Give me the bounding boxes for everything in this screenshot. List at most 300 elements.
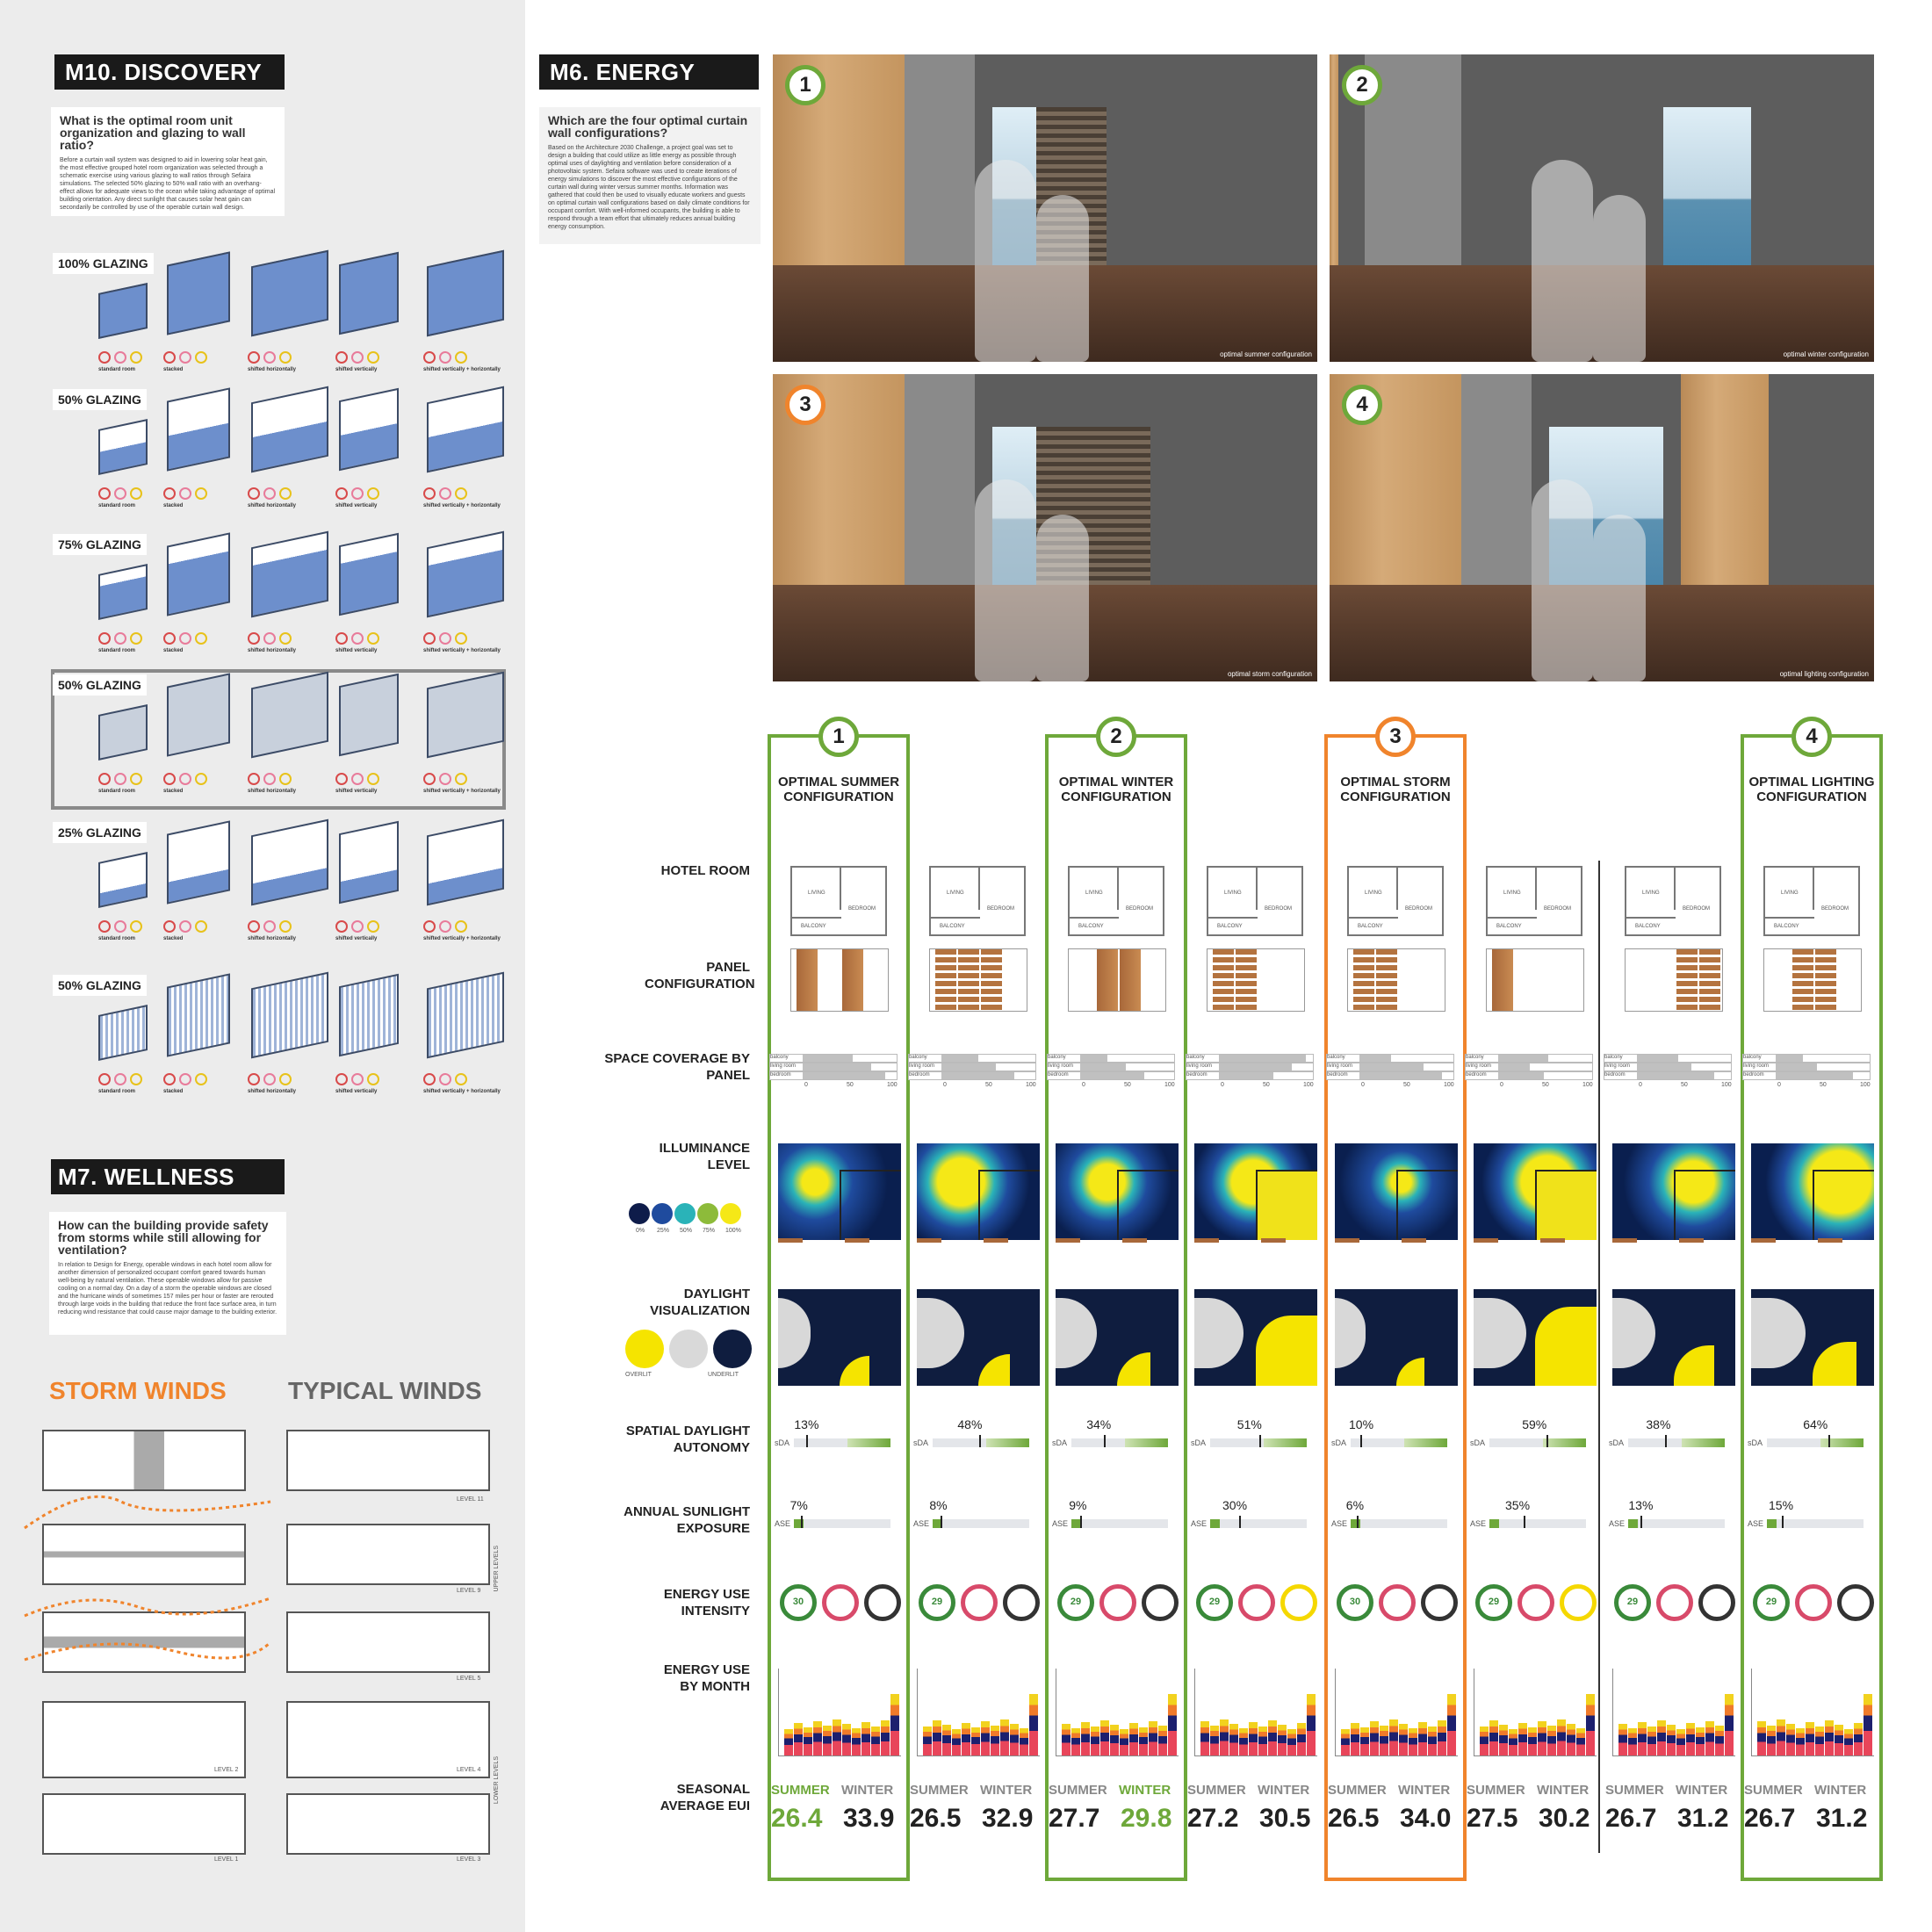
coverage-row-label: balcony: [1327, 1055, 1345, 1060]
panel-configuration: [1068, 948, 1166, 1012]
space-coverage-chart: [1465, 1054, 1593, 1089]
panel-indicator: [1402, 1238, 1426, 1243]
plan-label-bedroom: BEDROOM: [1821, 906, 1849, 912]
eui-ring: [1099, 1584, 1136, 1621]
coverage-bar: [1776, 1063, 1817, 1071]
month-bar: [890, 1694, 899, 1755]
wood-panel-strip: [981, 949, 1002, 1011]
month-bar: [1586, 1694, 1595, 1755]
legend-label-100: 100%: [725, 1228, 741, 1234]
plan-partition: [1396, 868, 1398, 910]
eui-mini-icon: [263, 632, 276, 645]
eui-ring: [1614, 1584, 1651, 1621]
massing-type-label: standard room: [98, 648, 136, 653]
massing-type-label: stacked: [163, 503, 184, 508]
month-bar: [1854, 1723, 1863, 1755]
hotel-room-plan: [929, 866, 1026, 936]
plan-label-balcony: BALCONY: [1217, 924, 1243, 929]
coverage-tick: 50: [985, 1082, 992, 1088]
month-bar: [1341, 1729, 1350, 1755]
bedroom-outline: [1256, 1170, 1317, 1240]
eui-ring: [1337, 1584, 1373, 1621]
coverage-row-label: living room: [1186, 1063, 1213, 1069]
coverage-bar: [1080, 1055, 1107, 1062]
panel-indicator: [1612, 1238, 1637, 1243]
summer-eui: 26.7: [1605, 1804, 1657, 1833]
winter-label: WINTER: [1537, 1783, 1590, 1798]
month-bar: [1777, 1719, 1785, 1755]
summer-label: SUMMER: [1467, 1783, 1525, 1798]
eui-mini-icon: [114, 632, 126, 645]
m7-question-box: [49, 1212, 286, 1335]
coverage-row-label: balcony: [1743, 1055, 1762, 1060]
eui-mini-icon: [423, 1073, 436, 1085]
month-bar: [1725, 1694, 1734, 1755]
coverage-row-label: balcony: [1048, 1055, 1066, 1060]
month-bar: [1389, 1719, 1398, 1755]
eui-mini-icon: [163, 487, 176, 500]
coverage-tick: 100: [1582, 1082, 1593, 1088]
coverage-bar: [1359, 1072, 1442, 1079]
sda-axis-label: sDA: [775, 1438, 790, 1447]
eui-mini-icon: [163, 632, 176, 645]
ase-value: 30%: [1222, 1498, 1248, 1512]
massing-cube: [339, 974, 399, 1056]
summer-eui: 27.5: [1467, 1804, 1518, 1833]
month-bar: [1297, 1723, 1306, 1755]
month-bar: [1806, 1722, 1814, 1755]
eui-mini-icon: [195, 920, 207, 933]
eui-mini-icon: [367, 351, 379, 364]
eui-mini-icon: [367, 487, 379, 500]
plan-partition: [1626, 917, 1676, 919]
panel-configuration: [1207, 948, 1305, 1012]
eui-mini-icon: [351, 920, 364, 933]
glazing-row-label: 50% GLAZING: [53, 674, 147, 696]
bedroom-outline: [1535, 1170, 1597, 1240]
eui-mini-icon: [367, 773, 379, 785]
eui-ring: [1238, 1584, 1275, 1621]
month-bar: [1676, 1729, 1685, 1755]
sda-value: 13%: [794, 1417, 819, 1431]
figure-silhouette: [1593, 515, 1646, 681]
row-label-eui: ENERGY USE INTENSITY: [663, 1587, 750, 1618]
eui-mini-icon: [98, 487, 111, 500]
neutral-zone: [1056, 1298, 1097, 1368]
coverage-bar: [1498, 1072, 1544, 1079]
month-bar: [813, 1721, 822, 1755]
plan-partition: [1488, 917, 1537, 919]
plan-partition: [1070, 917, 1119, 919]
massing-type-label: shifted vertically + horizontally: [423, 367, 501, 372]
month-bar: [784, 1729, 793, 1755]
month-bar: [871, 1727, 880, 1755]
wood-panel-strip: [1699, 949, 1720, 1011]
ase-marker: [1239, 1516, 1241, 1528]
month-bar: [1380, 1726, 1388, 1755]
sda-target-zone: [1682, 1438, 1726, 1447]
ase-value: 15%: [1769, 1498, 1794, 1512]
massing-type-label: standard room: [98, 789, 136, 794]
typical-winds-label: TYPICAL WINDS: [288, 1377, 482, 1404]
month-bar: [1480, 1727, 1489, 1755]
space-coverage-chart: [1326, 1054, 1454, 1089]
eui-mini-icon: [351, 1073, 364, 1085]
coverage-bar: [803, 1072, 885, 1079]
massing-type-label: shifted vertically + horizontally: [423, 503, 501, 508]
storm-wind-arrows: [16, 1449, 279, 1677]
coverage-bar: [1219, 1055, 1306, 1062]
panel-indicator: [984, 1238, 1008, 1243]
eui-ring: [1379, 1584, 1416, 1621]
summer-label: SUMMER: [1328, 1783, 1387, 1798]
overlit-zone: [1535, 1307, 1597, 1386]
rendering-caption: optimal winter configuration: [1783, 350, 1869, 358]
month-bar: [852, 1728, 861, 1755]
ase-axis-label: ASE: [1470, 1519, 1487, 1528]
month-bar: [1287, 1729, 1296, 1755]
panel-configuration: [1763, 948, 1862, 1012]
sda-value: 10%: [1349, 1417, 1374, 1431]
eui-mini-icon: [279, 773, 292, 785]
ase-marker: [1640, 1516, 1642, 1528]
ase-marker: [1357, 1516, 1359, 1528]
row-label-month: ENERGY USE BY MONTH: [663, 1662, 750, 1694]
sda-marker: [979, 1435, 981, 1447]
level-9-label: LEVEL 9: [457, 1588, 481, 1594]
coverage-tick: 0: [1221, 1082, 1224, 1088]
eui-ring: [1057, 1584, 1094, 1621]
winter-label: WINTER: [1258, 1783, 1310, 1798]
plan-label-balcony: BALCONY: [1496, 924, 1522, 929]
ase-target-zone: [1351, 1519, 1360, 1528]
eui-value: 29: [1070, 1597, 1082, 1607]
eui-mini-icon: [195, 773, 207, 785]
sda-target-zone: [1820, 1438, 1864, 1447]
monthly-energy-chart: [1056, 1669, 1179, 1756]
month-bar: [923, 1727, 932, 1755]
eui-mini-icon: [335, 773, 348, 785]
month-bar: [1370, 1721, 1379, 1755]
eui-mini-icon: [163, 351, 176, 364]
eui-value: 29: [1208, 1597, 1221, 1607]
plan-label-living: LIVING: [808, 890, 825, 896]
winter-eui: 29.8: [1121, 1804, 1172, 1833]
legend-50: [674, 1203, 696, 1224]
month-bar: [1268, 1720, 1277, 1755]
level-11-label: LEVEL 11: [457, 1496, 484, 1503]
column-divider: [1598, 861, 1600, 1853]
ase-value: 8%: [929, 1498, 948, 1512]
massing-cube: [251, 386, 328, 473]
figure-silhouette: [1593, 195, 1646, 362]
massing-type-label: shifted vertically: [335, 936, 378, 941]
month-bar: [804, 1727, 812, 1755]
month-bar: [991, 1726, 999, 1755]
massing-cube: [427, 250, 504, 337]
coverage-row-label: living room: [1466, 1063, 1492, 1069]
eui-mini-icon: [130, 1073, 142, 1085]
daylight-map: [1056, 1289, 1179, 1386]
eui-value: 29: [931, 1597, 943, 1607]
overlit-zone: [978, 1354, 1010, 1386]
eui-ring: [780, 1584, 817, 1621]
plan-partition: [1674, 868, 1676, 910]
level-3-label: LEVEL 3: [457, 1856, 481, 1863]
figure-silhouette: [975, 479, 1036, 681]
coverage-bar: [1637, 1063, 1691, 1071]
overlit-zone: [1256, 1316, 1317, 1386]
sda-target-zone: [1264, 1438, 1308, 1447]
sda-bar: [1071, 1438, 1168, 1447]
illuminance-map: [1474, 1143, 1597, 1240]
plan-label-balcony: BALCONY: [1078, 924, 1104, 929]
ase-marker: [941, 1516, 942, 1528]
sda-bar: [933, 1438, 1029, 1447]
sda-value: 38%: [1646, 1417, 1671, 1431]
illuminance-map: [1056, 1143, 1179, 1240]
coverage-bar: [1637, 1072, 1714, 1079]
massing-cube: [167, 251, 230, 335]
plan-partition: [1208, 917, 1258, 919]
sda-bar: [1210, 1438, 1307, 1447]
wood-panel-strip: [842, 949, 863, 1011]
coverage-bar: [1080, 1063, 1126, 1071]
eui-mini-icon: [455, 351, 467, 364]
eui-mini-icon: [114, 351, 126, 364]
month-bar: [1351, 1723, 1359, 1755]
massing-type-label: standard room: [98, 936, 136, 941]
monthly-energy-chart: [917, 1669, 1040, 1756]
coverage-bar: [941, 1055, 978, 1062]
eui-mini-icon: [263, 487, 276, 500]
eui-value: 30: [792, 1597, 804, 1607]
wood-panel-strip: [1353, 949, 1374, 1011]
eui-mini-icon: [98, 1073, 111, 1085]
rendering-caption: optimal storm configuration: [1227, 670, 1312, 678]
sda-target-zone: [1543, 1438, 1587, 1447]
space-coverage-chart: [1047, 1054, 1175, 1089]
month-bar: [1547, 1726, 1556, 1755]
eui-mini-icon: [335, 1073, 348, 1085]
coverage-bar: [1776, 1055, 1803, 1062]
neutral-zone: [1474, 1298, 1526, 1368]
month-bar: [1399, 1724, 1408, 1755]
legend-0: [629, 1203, 650, 1224]
coverage-track: [1047, 1054, 1175, 1063]
summer-eui: 26.5: [910, 1804, 962, 1833]
sda-value: 51%: [1236, 1417, 1262, 1431]
eui-mini-icon: [98, 920, 111, 933]
massing-cube: [98, 1005, 148, 1061]
ase-value: 35%: [1505, 1498, 1531, 1512]
coverage-row-label: living room: [1743, 1063, 1770, 1069]
month-bar: [1438, 1720, 1446, 1755]
daylight-map: [778, 1289, 901, 1386]
winter-eui: 31.2: [1816, 1804, 1868, 1833]
daylight-map: [1194, 1289, 1317, 1386]
eui-mini-icon: [279, 351, 292, 364]
massing-cube: [339, 674, 399, 756]
eui-mini-icon: [179, 351, 191, 364]
ase-target-zone: [1489, 1519, 1499, 1528]
massing-type-label: stacked: [163, 1089, 184, 1094]
massing-type-label: shifted horizontally: [248, 503, 297, 508]
eui-mini-icon: [367, 1073, 379, 1085]
winter-eui: 31.2: [1677, 1804, 1729, 1833]
month-bar: [1686, 1723, 1695, 1755]
month-bar: [1129, 1723, 1138, 1755]
monthly-energy-chart: [778, 1669, 901, 1756]
plan-partition: [1256, 868, 1258, 910]
month-bar: [1647, 1727, 1656, 1755]
panel-indicator: [778, 1238, 803, 1243]
coverage-row-label: bedroom: [1743, 1072, 1764, 1078]
upper-levels-label: UPPER LEVELS: [494, 1546, 500, 1592]
plan-label-bedroom: BEDROOM: [1126, 906, 1154, 912]
legend-100: [720, 1203, 741, 1224]
sda-marker: [1360, 1435, 1362, 1447]
month-bar: [1628, 1728, 1637, 1755]
coverage-bar: [803, 1063, 871, 1071]
month-bar: [1844, 1729, 1853, 1755]
configuration-number-badge: 1: [785, 65, 825, 105]
sda-marker: [806, 1435, 808, 1447]
plan-partition: [1535, 868, 1537, 910]
sda-bar: [794, 1438, 890, 1447]
month-bar: [1538, 1721, 1546, 1755]
month-bar: [1757, 1721, 1766, 1755]
plan-partition: [1349, 917, 1398, 919]
month-bar: [933, 1720, 941, 1755]
coverage-row-label: living room: [770, 1063, 797, 1069]
coverage-tick: 50: [1263, 1082, 1270, 1088]
figure-silhouette: [1532, 160, 1593, 362]
monthly-energy-chart: [1194, 1669, 1317, 1756]
eui-mini-icon: [455, 920, 467, 933]
eui-ring: [1142, 1584, 1179, 1621]
eui-mini-icon: [179, 487, 191, 500]
massing-type-label: standard room: [98, 1089, 136, 1094]
hotel-room-plan: [1207, 866, 1303, 936]
eui-ring: [822, 1584, 859, 1621]
month-bar: [1360, 1727, 1369, 1755]
sda-axis-label: sDA: [913, 1438, 929, 1447]
summer-eui: 26.7: [1744, 1804, 1796, 1833]
eui-mini-icon: [248, 920, 260, 933]
eui-mini-icon: [248, 1073, 260, 1085]
neutral-zone: [778, 1298, 811, 1368]
massing-type-label: shifted vertically + horizontally: [423, 936, 501, 941]
eui-mini-icon: [130, 920, 142, 933]
space-coverage-chart: [1604, 1054, 1732, 1089]
level-2-label: LEVEL 2: [214, 1767, 239, 1773]
eui-mini-icon: [163, 773, 176, 785]
eui-mini-icon: [130, 632, 142, 645]
wood-panel-strip: [1792, 949, 1813, 1011]
month-bar: [1815, 1727, 1824, 1755]
month-bar: [1000, 1719, 1009, 1755]
interior-rendering: [1330, 374, 1874, 681]
row-label-panel-configuration: PANEL CONFIGURATION: [645, 960, 755, 991]
wood-panel-strip: [1236, 949, 1257, 1011]
eui-mini-icon: [248, 351, 260, 364]
row-label-ase: ANNUAL SUNLIGHT EXPOSURE: [624, 1504, 750, 1536]
plan-label-balcony: BALCONY: [1358, 924, 1383, 929]
ase-bar: [1489, 1519, 1586, 1528]
coverage-tick: 0: [1639, 1082, 1642, 1088]
eui-ring: [1753, 1584, 1790, 1621]
month-bar: [861, 1722, 870, 1755]
plan-label-bedroom: BEDROOM: [1405, 906, 1433, 912]
plan-partition: [931, 917, 980, 919]
interior-rendering: [773, 374, 1317, 681]
massing-cube: [251, 531, 328, 618]
coverage-tick: 0: [1361, 1082, 1365, 1088]
coverage-tick: 50: [1124, 1082, 1131, 1088]
eui-ring: [1517, 1584, 1554, 1621]
coverage-tick: 0: [943, 1082, 947, 1088]
ase-value: 13%: [1628, 1498, 1654, 1512]
illuminance-map: [1194, 1143, 1317, 1240]
massing-cube: [339, 388, 399, 471]
eui-mini-icon: [423, 920, 436, 933]
sda-axis-label: sDA: [1609, 1438, 1625, 1447]
eui-mini-icon: [279, 1073, 292, 1085]
overlit-label: OVERLIT: [625, 1372, 652, 1378]
illuminance-map: [778, 1143, 901, 1240]
hotel-room-plan: [790, 866, 887, 936]
eui-ring: [864, 1584, 901, 1621]
month-bar: [1528, 1727, 1537, 1755]
daylight-map: [917, 1289, 1040, 1386]
plan-partition: [978, 868, 980, 910]
legend-75: [697, 1203, 718, 1224]
panel-indicator: [1474, 1238, 1498, 1243]
ase-target-zone: [1210, 1519, 1220, 1528]
coverage-bar: [1776, 1072, 1853, 1079]
month-bar: [1786, 1724, 1795, 1755]
coverage-row-label: living room: [1048, 1063, 1074, 1069]
month-bar: [1767, 1726, 1776, 1755]
eui-mini-icon: [263, 351, 276, 364]
winter-label: WINTER: [1814, 1783, 1867, 1798]
sda-axis-label: sDA: [1331, 1438, 1347, 1447]
month-bar: [1100, 1720, 1109, 1755]
plan-label-balcony: BALCONY: [801, 924, 826, 929]
month-bar: [1447, 1694, 1456, 1755]
eui-mini-icon: [114, 773, 126, 785]
eui-ring: [1795, 1584, 1832, 1621]
eui-mini-icon: [439, 773, 451, 785]
wood-panel-strip: [1213, 949, 1234, 1011]
eui-mini-icon: [423, 351, 436, 364]
coverage-row-label: balcony: [1604, 1055, 1623, 1060]
eui-mini-icon: [179, 920, 191, 933]
month-bar: [1835, 1725, 1843, 1755]
eui-mini-icon: [351, 351, 364, 364]
illuminance-map: [1335, 1143, 1458, 1240]
m7-body: In relation to Design for Energy, operable windows in each hotel room allow for another dimension of personalized occupant comfort geared towards human well-being by natural ventilation. These operable windows allow for passive cooling on a normal day. On a day of a storm the operable windows are closed and the hurricane winds of sometimes 157 miles per hour or faster are rerouted through large voids in the building that reduce the front face surface area, in turn reducing wind resistance that could cause major damage to the building exterior.: [58, 1262, 278, 1316]
hotel-room-plan: [1068, 866, 1164, 936]
eui-mini-icon: [455, 487, 467, 500]
eui-mini-icon: [279, 920, 292, 933]
eui-mini-icon: [367, 920, 379, 933]
eui-mini-icon: [439, 920, 451, 933]
panel-configuration: [929, 948, 1027, 1012]
massing-type-label: stacked: [163, 367, 184, 372]
neutral-zone: [1335, 1298, 1366, 1368]
